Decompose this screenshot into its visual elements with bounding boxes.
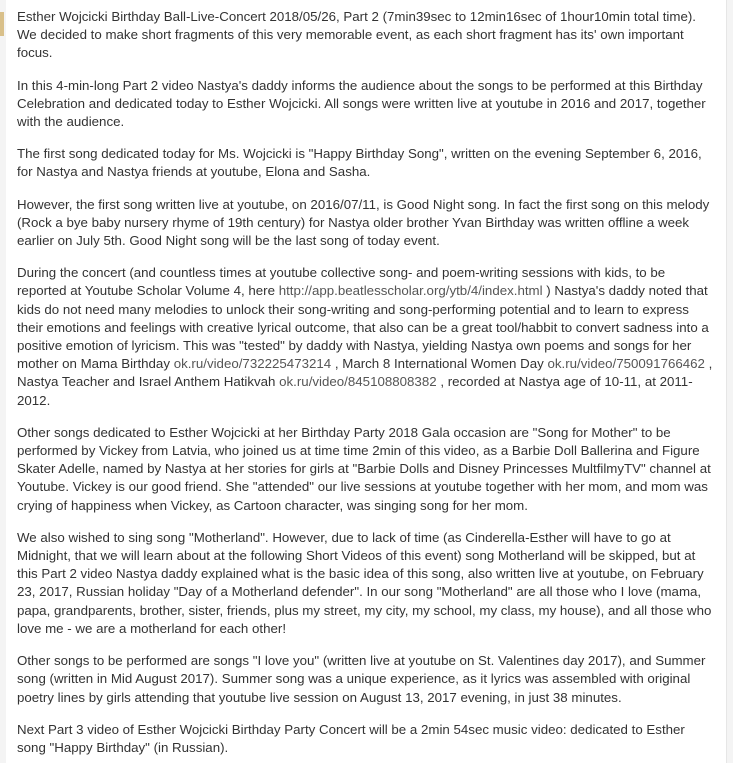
description-paragraph-2: In this 4-min-long Part 2 video Nastya's daddy informs the audience about the songs to be performed at this Birthday Celebration and dedicated today to Esther Wojcicki. All songs were written live at youtube in 2016 and 2017, together with the audience.	[17, 77, 706, 130]
p5-text-2: ) Nastya's daddy noted that kids do not need many melodies to unlock their song-writing and song-performing potential and to learn to express their emotions and feelings with creative lyrical outcome, that also can be a great tool/habbit to convert sadness into a positive emotion of lyricism. This was "tested" by daddy with Nastya, yielding Nastya own poems and songs for her mother on Mama Birthday	[17, 283, 709, 372]
left-edge-strip	[0, 0, 6, 763]
beatlesscholar-link[interactable]: http://app.beatlesscholar.org/ytb/4/index.html	[278, 283, 543, 299]
p5-text-1: During the concert (and countless times at youtube collective song- and poem-writing sessions with kids, to be reported at Youtube Scholar Volume 4, here	[17, 265, 666, 299]
description-paragraph-4: However, the first song written live at youtube, on 2016/07/11, is Good Night song. In fact the first song on this melody (Rock a bye baby nursery rhyme of 19th century) for Nastya older brother Yvan Birthday was written offline a week earlier on July 5th. Good Night song will be the last song of today event.	[17, 196, 710, 249]
description-paragraph-8: Other songs to be performed are songs "I love you" (written live at youtube on St. Valentines day 2017), and Summer song (written in Mid August 2017). Summer song was a unique experience, as it lyrics was assembled with original poetry lines by girls attending that youtube live session on August 13, 2017 evening, in just 38 minutes.	[17, 653, 706, 705]
description-paragraph-3: The first song dedicated today for Ms. Wojcicki is "Happy Birthday Song", written on the evening September 6, 2016, for Nastya and Nastya friends at youtube, Elona and Sasha.	[17, 146, 702, 180]
p5-text-3: , March 8 International Women Day	[331, 356, 548, 372]
description-paragraph-1: Esther Wojcicki Birthday Ball-Live-Concert 2018/05/26, Part 2 (7min39sec to 12min16sec of 1hour10min total time). We decided to make short fragments of this very memorable event, as each short fragment has its' own important focus.	[17, 9, 696, 61]
description-paragraph-9: Next Part 3 video of Esther Wojcicki Birthday Party Concert will be a 2min 54sec music video: dedicated to Esther song "Happy Birthday" (in Russian).	[17, 721, 685, 755]
description-paragraph-7: We also wished to sing song "Motherland". However, due to lack of time (as Cinderella-Esther will have to go at Midnight, that we will learn about at the following Short Videos of this event) song Motherland will be skipped, but at this Part 2 video Nastya daddy explained what is the basic idea of this song, also written live at youtube, on February 23, 2017, Russian holiday "Day of a Motherland defender". In our song "Motherland" are all those who I love (mama, papa, grandparents, brother, sister, friends, plus my street, my city, my school, my class, my house), and all those who love me - we are a motherland for each other!	[17, 529, 712, 636]
women-day-video-link[interactable]: ok.ru/video/750091766462	[547, 356, 705, 372]
description-paragraph-6: Other songs dedicated to Esther Wojcicki at her Birthday Party 2018 Gala occasion are "Song for Mother" to be performed by Vickey from Latvia, who joined us at time time 2min of this video, as a Barbie Doll Ballerina and Figure Skater Adelle, named by Nastya at her stories for girls at "Barbie Dolls and Disney Princesses MultfilmyTV" channel at Youtube. Vickey is our good friend. She "attended" our live sessions at youtube together with her mom, and mom was crying of happiness when Vickey, as Cartoon character, was singing song for her mom.	[17, 424, 711, 513]
edge-marker	[0, 12, 4, 36]
description-paragraph-5	[17, 264, 717, 410]
p5-text-5: , recorded at Nastya age of 10-11, at 2011-2012.	[17, 374, 693, 408]
p5-text-4: , Nastya Teacher and Israel Anthem Hatikvah	[17, 356, 713, 390]
scrollbar-track[interactable]	[726, 0, 733, 763]
video-description	[17, 8, 717, 771]
mama-birthday-video-link[interactable]: ok.ru/video/732225473214	[173, 356, 332, 372]
hatikvah-video-link[interactable]: ok.ru/video/845108808382	[279, 374, 437, 390]
